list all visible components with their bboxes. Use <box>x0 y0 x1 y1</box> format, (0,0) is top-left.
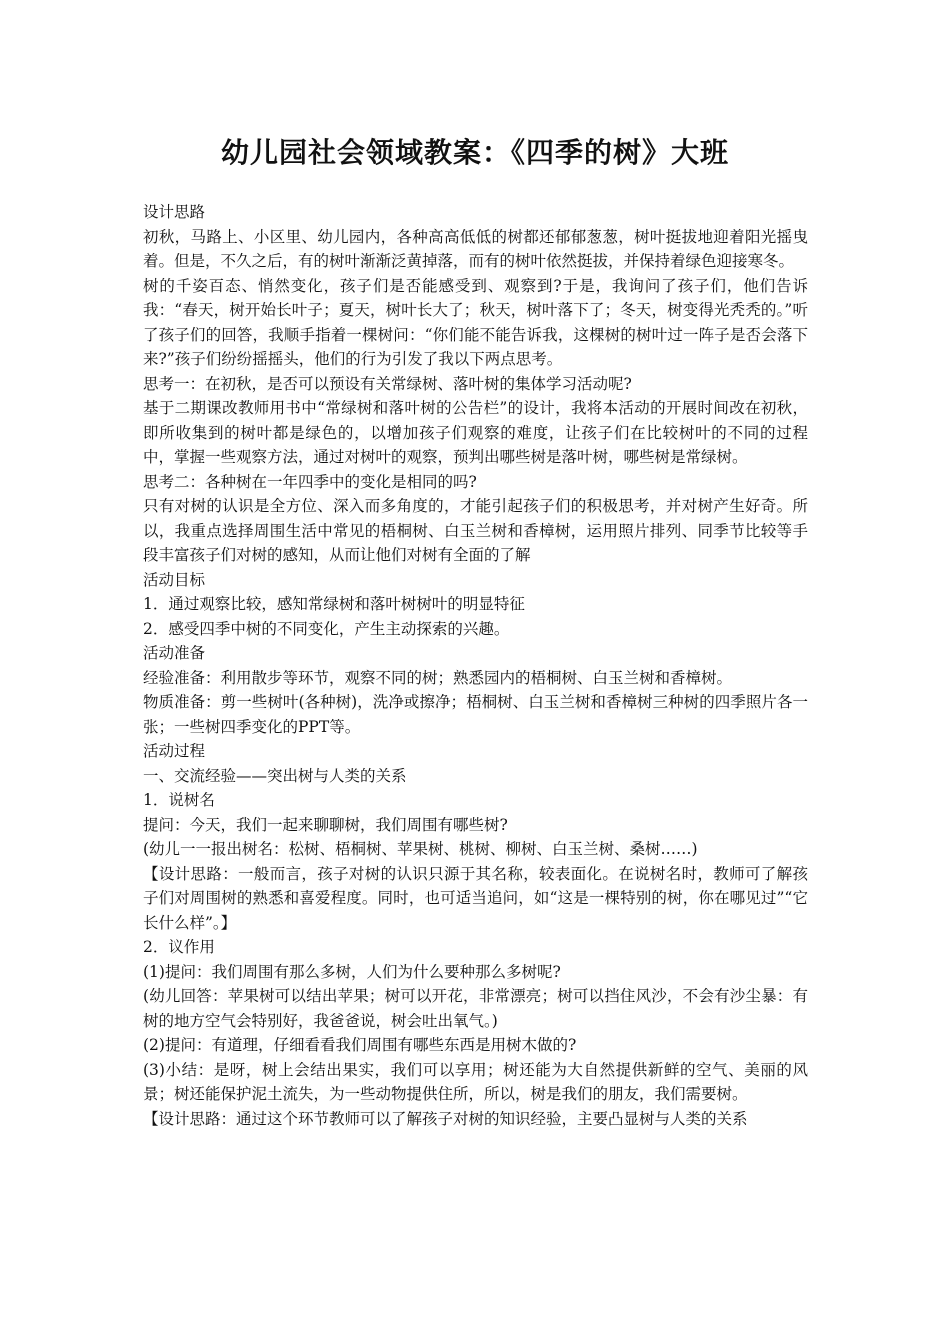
paragraph: (1)提问：我们周围有那么多树，人们为什么要种那么多树呢? <box>143 962 561 981</box>
paragraph: 基于二期课改教师用书中“常绿树和落叶树的公告栏”的设计，我将本活动的开展时间改在初秋，即所收集到的树叶都是绿色的，以增加孩子们观察的难度，让孩子们在比较树叶的不同的过程中，掌握一些观察方法，通过对树叶的观察，预判出哪些树是落叶树，哪些树是常绿树。 <box>143 399 808 466</box>
paragraph: 【设计思路：通过这个环节教师可以了解孩子对树的知识经验，主要凸显树与人类的关系 <box>143 1109 748 1128</box>
paragraph: 经验准备：利用散步等环节，观察不同的树；熟悉园内的梧桐树、白玉兰树和香樟树。 <box>143 668 733 687</box>
paragraph: 活动准备 <box>143 644 206 662</box>
paragraph: (幼儿回答：苹果树可以结出苹果；树可以开花，非常漂亮；树可以挡住风沙，不会有沙尘暴：有树的地方空气会特别好，我爸爸说，树会吐出氧气。) <box>143 987 808 1030</box>
paragraph: 1．说树名 <box>143 791 215 809</box>
paragraph: 树的千姿百态、悄然变化，孩子们是否能感受到、观察到?于是，我询问了孩子们，他们告诉我：“春天，树开始长叶子；夏天，树叶长大了；秋天，树叶落下了；冬天，树变得光秃秃的。”听了孩子们的回答，我顺手指着一棵树问：“你们能不能告诉我，这棵树的树叶过一阵子是否会落下来?”孩子们纷纷摇摇头，他们的行为引发了我以下两点思考。 <box>143 276 808 368</box>
paragraph: 活动过程 <box>143 742 206 760</box>
paragraph: 初秋，马路上、小区里、幼儿园内，各种高高低低的树都还郁郁葱葱，树叶挺拔地迎着阳光摇曳着。但是，不久之后，有的树叶渐渐泛黄掉落，而有的树叶依然挺拔，并保持着绿色迎接寒冬。 <box>143 227 808 270</box>
paragraph: 【设计思路：一般而言，孩子对树的认识只源于其名称，较表面化。在说树名时，教师可了解孩子们对周围树的熟悉和喜爱程度。同时，也可适当追问，如“这是一棵特别的树，你在哪见过”“它长什么样”。】 <box>143 864 808 932</box>
paragraph: 提问：今天，我们一起来聊聊树，我们周围有哪些树? <box>143 815 508 834</box>
document-title: 幼儿园社会领域教案：《四季的树》大班 <box>220 136 729 169</box>
paragraph: 物质准备：剪一些树叶(各种树)，洗净或擦净；梧桐树、白玉兰树和香樟树三种树的四季照片各一张；一些树四季变化的PPT等。 <box>143 693 808 736</box>
paragraph: 只有对树的认识是全方位、深入而多角度的，才能引起孩子们的积极思考，并对树产生好奇。所以，我重点选择周围生活中常见的梧桐树、白玉兰树和香樟树，运用照片排列、同季节比较等手段丰富孩子们对树的感知，从而让他们对树有全面的了解 <box>143 497 808 564</box>
paragraph: 设计思路 <box>143 203 206 221</box>
document-body <box>143 200 808 1131</box>
paragraph: 思考二：各种树在一年四季中的变化是相同的吗? <box>143 472 477 491</box>
paragraph: 2．议作用 <box>143 938 215 956</box>
paragraph: 1．通过观察比较，感知常绿树和落叶树树叶的明显特征 <box>143 595 525 613</box>
paragraph: (3)小结：是呀，树上会结出果实，我们可以享用；树还能为大自然提供新鲜的空气、美丽的风景；树还能保护泥土流失，为一些动物提供住所，所以，树是我们的朋友，我们需要树。 <box>143 1060 808 1103</box>
paragraph: (2)提问：有道理，仔细看看我们周围有哪些东西是用树木做的? <box>143 1036 577 1054</box>
paragraph: 活动目标 <box>143 570 206 589</box>
paragraph: 一、交流经验——突出树与人类的关系 <box>143 766 407 785</box>
paragraph: (幼儿一一报出树名：松树、梧桐树、苹果树、桃树、柳树、白玉兰树、桑树……) <box>143 840 698 858</box>
paragraph: 思考一：在初秋，是否可以预设有关常绿树、落叶树的集体学习活动呢? <box>143 374 632 393</box>
paragraph: 2．感受四季中树的不同变化，产生主动探索的兴趣。 <box>143 619 510 638</box>
